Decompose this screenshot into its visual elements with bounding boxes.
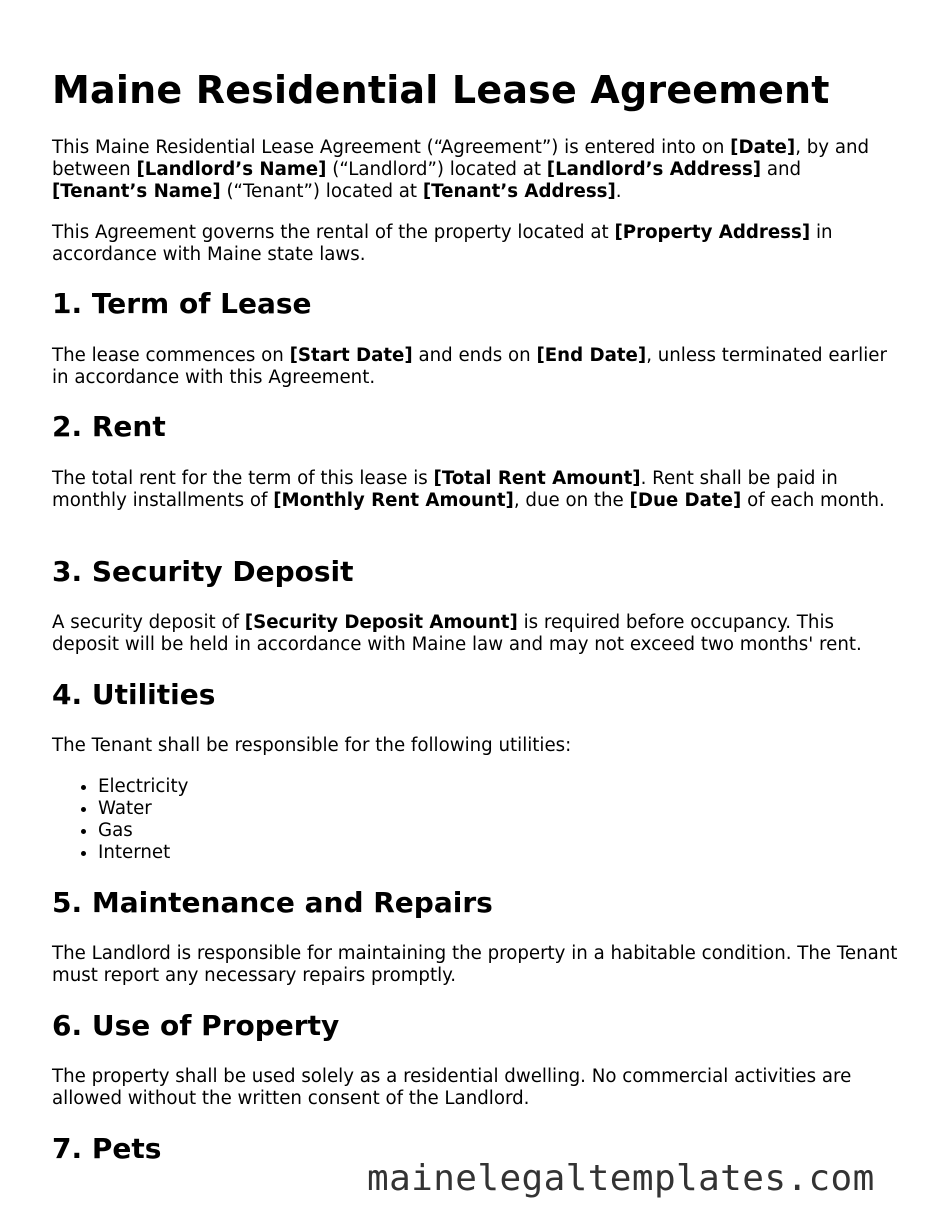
list-item: • Gas: [98, 820, 947, 842]
section-heading-maintenance: 5. Maintenance and Repairs: [52, 886, 493, 919]
governs-paragraph: This Agreement governs the rental of the property located at [Property Address] in accordance with Maine state laws.: [52, 222, 833, 265]
section-heading-rent: 2. Rent: [52, 410, 166, 443]
document-title: Maine Residential Lease Agreement: [52, 68, 830, 112]
deposit-paragraph: A security deposit of [Security Deposit Amount] is required before occupancy. This deposit will be held in accordance with Maine law and may not exceed two months' rent.: [52, 612, 862, 655]
section-heading-deposit: 3. Security Deposit: [52, 555, 354, 588]
date-placeholder: [Date]: [730, 137, 796, 158]
section-heading-utilities: 4. Utilities: [52, 678, 216, 711]
section-heading-term: 1. Term of Lease: [52, 287, 312, 320]
end-date-placeholder: [End Date]: [536, 345, 647, 366]
deposit-amount-placeholder: [Security Deposit Amount]: [244, 612, 518, 633]
tenant-address-placeholder: [Tenant’s Address]: [422, 181, 616, 202]
start-date-placeholder: [Start Date]: [289, 345, 413, 366]
total-rent-placeholder: [Total Rent Amount]: [433, 468, 641, 489]
intro-paragraph: This Maine Residential Lease Agreement (“Agreement”) is entered into on [Date], by and between [Landlord’s Name] (“Landlord”) located at [Landlord’s Address] and [Tenant’s Name] (“Tenant”) located at [Tenant’s Address].: [52, 137, 870, 202]
section-heading-use: 6. Use of Property: [52, 1009, 340, 1042]
due-date-placeholder: [Due Date]: [629, 490, 742, 511]
use-paragraph: The property shall be used solely as a residential dwelling. No commercial activities are allowed without the written consent of the Landlord.: [52, 1066, 852, 1109]
property-address-placeholder: [Property Address]: [614, 222, 811, 243]
list-item: • Water: [98, 798, 947, 820]
list-item: • Electricity: [98, 776, 947, 798]
watermark-text: mainelegaltemplates.com: [367, 1158, 875, 1199]
term-paragraph: The lease commences on [Start Date] and ends on [End Date], unless terminated earlier in accordance with this Agreement.: [52, 345, 887, 388]
section-heading-pets: 7. Pets: [52, 1132, 162, 1165]
tenant-name-placeholder: [Tenant’s Name]: [52, 181, 221, 202]
utilities-list: [52, 776, 947, 864]
maintenance-paragraph: The Landlord is responsible for maintaining the property in a habitable condition. The Tenant must report any necessary repairs promptly.: [52, 943, 898, 986]
document-page: [52, 0, 902, 1165]
list-item: • Internet: [98, 842, 947, 864]
rent-paragraph: The total rent for the term of this lease is [Total Rent Amount]. Rent shall be paid in monthly installments of [Monthly Rent Amount], due on the [Due Date] of each month.: [52, 468, 885, 511]
landlord-name-placeholder: [Landlord’s Name]: [136, 159, 327, 180]
utilities-paragraph: The Tenant shall be responsible for the following utilities:: [52, 735, 572, 756]
monthly-rent-placeholder: [Monthly Rent Amount]: [273, 490, 514, 511]
landlord-address-placeholder: [Landlord’s Address]: [546, 159, 762, 180]
